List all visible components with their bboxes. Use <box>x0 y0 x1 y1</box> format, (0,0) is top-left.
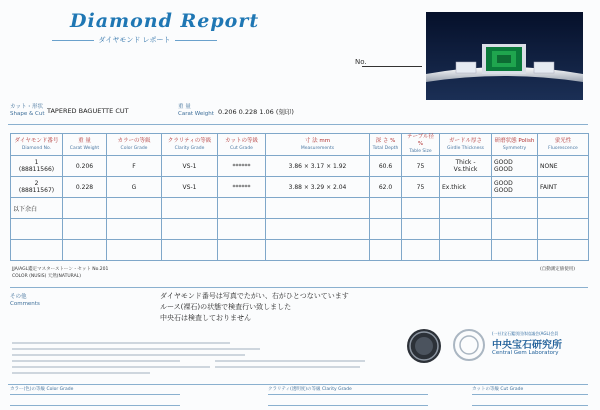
cut-scale <box>472 394 588 406</box>
auto-measure-note: (自動測定値使用) <box>540 267 576 272</box>
col-color: カラーの等級 Color Grade <box>107 134 162 156</box>
clarity-scale-label: クラリティ(透明度)の等級 Clarity Grade <box>268 387 352 392</box>
table-row: 2 (88811567) 0.228 G VS-1 ****** 3.88 × 3.29 × 2.04 62.0 75 Ex.thick GOOD GOOD FAINT <box>11 177 589 198</box>
shape-label: カット・形状 Shape & Cut <box>10 104 45 117</box>
comments-text: ダイヤモンド番号は写真でたがい、右がひとつないています ルース(裸石)の状態で検査行い致しました 中央石は検査しておりません <box>160 292 349 322</box>
table-row <box>11 240 589 261</box>
col-girdle: ガードル厚さ Girdle Thickness <box>440 134 492 156</box>
col-measurements: 寸 法 mm Measurements <box>266 134 370 156</box>
comments-label: その他 Comments <box>10 294 40 307</box>
master-stone-note: JJA/AGL鑑定マスターストーン・セット No.201 <box>12 267 109 272</box>
col-cut: カットの等級 Cut Grade <box>218 134 266 156</box>
col-depth: 深 さ % Total Depth <box>370 134 402 156</box>
weight-value: 0.206 0.228 1.06 (刻印) <box>218 108 294 116</box>
col-diamond-no: ダイヤモンド番号 Diamond No. <box>11 134 63 156</box>
lab-name-jp: 中央宝石研究所 <box>492 340 562 351</box>
color-note: COLOR (NUSIS) 天然(NATURAL) <box>12 274 81 279</box>
lab-seal <box>407 329 441 363</box>
report-title: Diamond Report <box>70 10 260 32</box>
scale-divider <box>8 384 588 385</box>
col-weight: 重 量 Carat Weight <box>63 134 107 156</box>
col-clarity: クラリティの等級 Clarity Grade <box>162 134 218 156</box>
col-polish: 研磨状態 Polish Symmetry <box>492 134 538 156</box>
report-number-label: No. <box>355 58 367 66</box>
shape-value: TAPERED BAGUETTE CUT <box>47 107 129 115</box>
section-divider <box>8 124 588 125</box>
grading-table <box>10 133 589 261</box>
color-scale <box>10 394 180 406</box>
lab-name-en: Central Gem Laboratory <box>492 350 559 356</box>
cut-scale-label: カットの等級 Cut Grade <box>472 387 524 392</box>
comments-divider <box>10 287 588 288</box>
lab-affiliation: (一社)宝石鑑別団体協議会(AGL)会員 <box>492 331 559 336</box>
col-table: テーブル径 % Table Size <box>402 134 440 156</box>
table-row <box>11 219 589 240</box>
table-row: 1 (88811566) 0.206 F VS-1 ****** 3.86 × 3.17 × 1.92 60.6 75 Thick - Vs.thick GOOD GOOD NONE <box>11 156 589 177</box>
ring-photo <box>426 12 583 100</box>
cgl-logo <box>452 328 486 362</box>
col-fluorescence: 蛍光性 Fluorescence <box>538 134 589 156</box>
report-subtitle: ダイヤモンド レポート <box>62 35 207 45</box>
clarity-scale <box>268 394 428 406</box>
table-row: 以下余白 <box>11 198 589 219</box>
color-scale-label: カラー(色)の等級 Color Grade <box>10 387 74 392</box>
report-number-line <box>362 66 422 67</box>
weight-label: 重 量 Carat Weight <box>178 104 214 117</box>
fine-print <box>10 340 370 378</box>
table-header-row <box>11 134 589 156</box>
